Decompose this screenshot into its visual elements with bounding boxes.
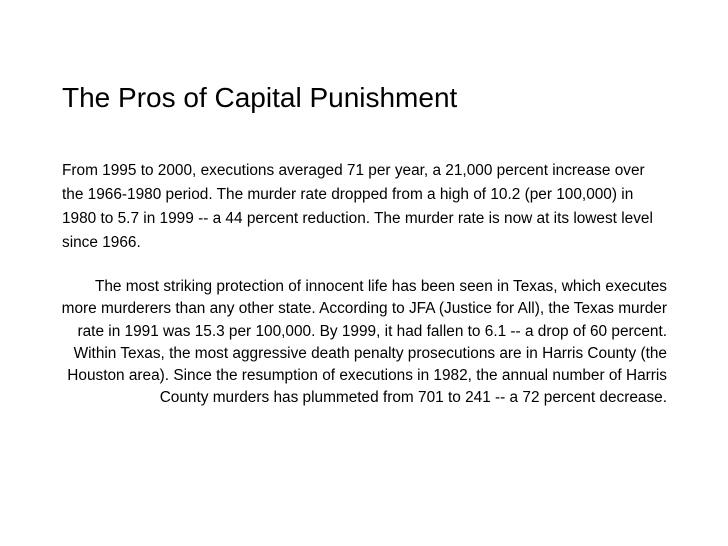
slide-title: The Pros of Capital Punishment <box>62 82 458 113</box>
paragraph-statistics: From 1995 to 2000, executions averaged 71 per year, a 21,000 percent increase over the 1966-1980 period. The murder rate dropped from a high of 10.2 (per 100,000) in 1980 to 5.7 in 1999 -- a 44 percent reduction. The murder rate is now at its lowest level since 1966. <box>62 162 653 251</box>
paragraph-texas: The most striking protection of innocent life has been seen in Texas, which executes more murderers than any other state. According to JFA (Justice for All), the Texas murder rate in 1991 was 15.3 per 100,000. By 1999, it had fallen to 6.1 -- a drop of 60 percent. Within Texas, the most aggressive death penalty prosecutions are in Harris County (the Houston area). Since the resumption of executions in 1982, the annual number of Harris County murders has plummeted from 701 to 241 -- a 72 percent decrease. <box>61 278 667 407</box>
